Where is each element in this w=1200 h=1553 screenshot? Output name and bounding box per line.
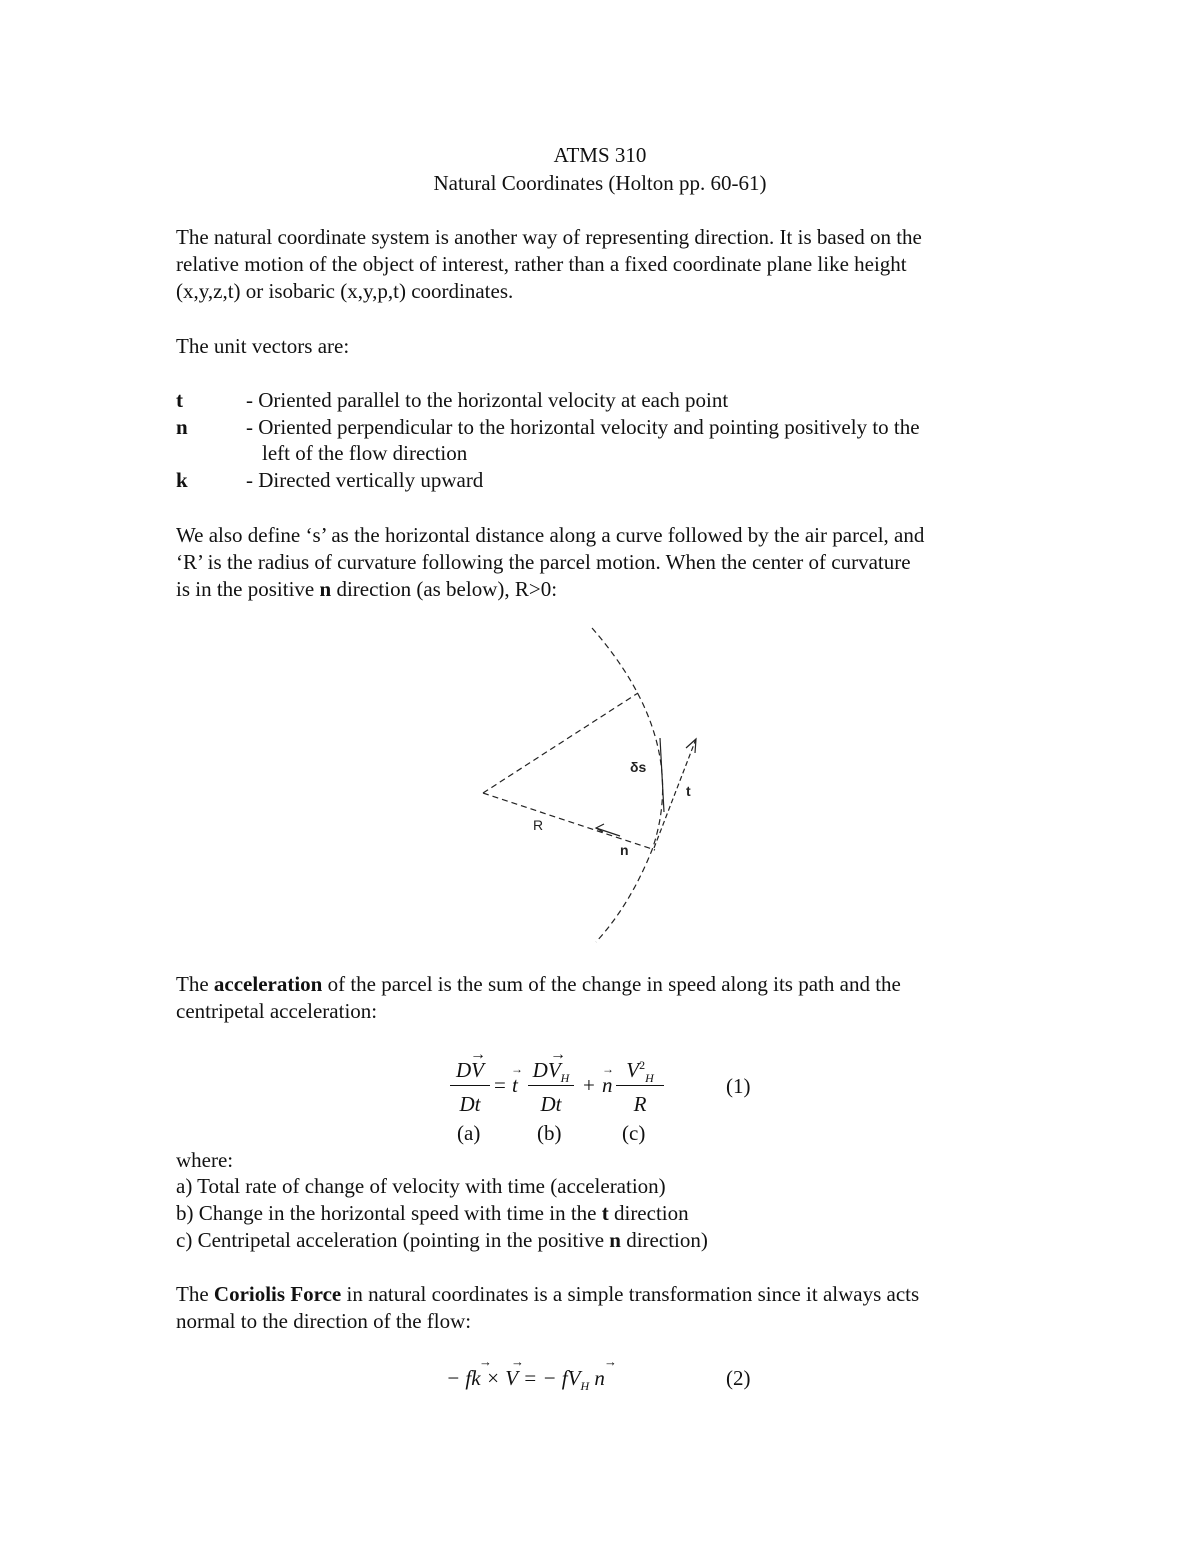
where-heading: where: [176, 1148, 234, 1172]
t-vector-line [654, 739, 696, 848]
eq1-plus: + [583, 1073, 595, 1097]
label-n: n [620, 842, 629, 858]
unit-vector-k-desc: - Directed vertically upward [246, 468, 484, 492]
unit-vector-n-desc-cont: left of the flow direction [262, 441, 468, 465]
unit-vector-t-desc: - Oriented parallel to the horizontal velocity at each point [246, 388, 729, 412]
course-title: ATMS 310 [553, 143, 647, 167]
intro-line-3: (x,y,z,t) or isobaric (x,y,p,t) coordinates. [176, 279, 514, 303]
n-vector-arrowhead [596, 824, 604, 832]
definition-line-3: is in the positive n direction (as below), R>0: [176, 577, 558, 601]
eq1-t-vector-arrow: → [511, 1062, 523, 1076]
where-item-b: b) Change in the horizontal speed with time in the t direction [176, 1201, 689, 1225]
eq1-lhs-numerator: DV [456, 1058, 484, 1082]
unit-vector-n-term: n [176, 415, 188, 439]
eq1-b-bar [528, 1085, 574, 1086]
eq1-t-vector: t [512, 1073, 518, 1097]
intro-line-2: relative motion of the object of interest, rather than a fixed coordinate plane like height [176, 252, 907, 276]
unit-vectors-heading: The unit vectors are: [176, 334, 350, 358]
unit-vector-k-term: k [176, 468, 188, 492]
eq1-number: (1) [726, 1074, 751, 1098]
eq2-expression: − fk × V = − $fV_H$ n [446, 1366, 605, 1394]
coriolis-line-1: The Coriolis Force in natural coordinates is a simple transformation since it always acts [176, 1282, 920, 1306]
eq1-equals: = [494, 1073, 506, 1097]
eq1-label-b: (b) [537, 1121, 562, 1145]
n-vector-line [596, 828, 620, 836]
eq2-n-vector-arrow: → [604, 1354, 617, 1369]
eq2-v-vector-arrow: → [511, 1354, 524, 1369]
eq1-n-vector: n [602, 1073, 613, 1097]
coriolis-line-2: normal to the direction of the flow: [176, 1309, 472, 1333]
definition-line-2: ‘R’ is the radius of curvature following the parcel motion. When the center of curvature [176, 550, 911, 574]
upper-radius-line [483, 693, 638, 793]
unit-vector-n-desc: - Oriented perpendicular to the horizontal velocity and pointing positively to the [246, 415, 920, 439]
label-R: R [533, 817, 544, 833]
where-item-a: a) Total rate of change of velocity with time (acceleration) [176, 1174, 666, 1198]
eq1-b-denominator: Dt [540, 1092, 562, 1116]
eq1-c-bar [616, 1085, 664, 1086]
acceleration-line-1: The acceleration of the parcel is the sum of the change in speed along its path and the [176, 972, 901, 996]
eq1-lhs-bar [450, 1085, 490, 1086]
unit-vector-t-term: t [176, 388, 183, 412]
eq1-c-numerator: $V^2_H$ [626, 1058, 654, 1086]
eq2-k-vector-arrow: → [479, 1354, 492, 1369]
eq1-b-vector-arrow: → [550, 1046, 566, 1063]
eq1-label-a: (a) [457, 1121, 481, 1145]
eq2-number: (2) [726, 1366, 751, 1390]
eq1-c-denominator: R [633, 1092, 647, 1116]
intro-line-1: The natural coordinate system is another way of representing direction. It is based on the [176, 225, 922, 249]
eq1-lhs-vector-arrow: → [470, 1046, 486, 1063]
radius-line-R [483, 793, 655, 850]
where-item-c: c) Centripetal acceleration (pointing in the positive n direction) [176, 1228, 708, 1252]
definition-line-1: We also define ‘s’ as the horizontal distance along a curve followed by the air parcel, and [176, 523, 925, 547]
eq1-b-numerator: $DV_H$ [532, 1058, 570, 1086]
label-t: t [686, 783, 691, 799]
eq1-lhs-denominator: Dt [459, 1092, 481, 1116]
t-vector-arrowhead [686, 739, 696, 753]
page-subtitle: Natural Coordinates (Holton pp. 60-61) [433, 171, 767, 195]
label-delta-s: δs [630, 759, 647, 775]
delta-s-line [660, 738, 664, 812]
parcel-path-arc [592, 628, 663, 942]
eq1-label-c: (c) [622, 1121, 646, 1145]
eq1-n-vector-arrow: → [602, 1062, 614, 1076]
acceleration-line-2: centripetal acceleration: [176, 999, 378, 1023]
